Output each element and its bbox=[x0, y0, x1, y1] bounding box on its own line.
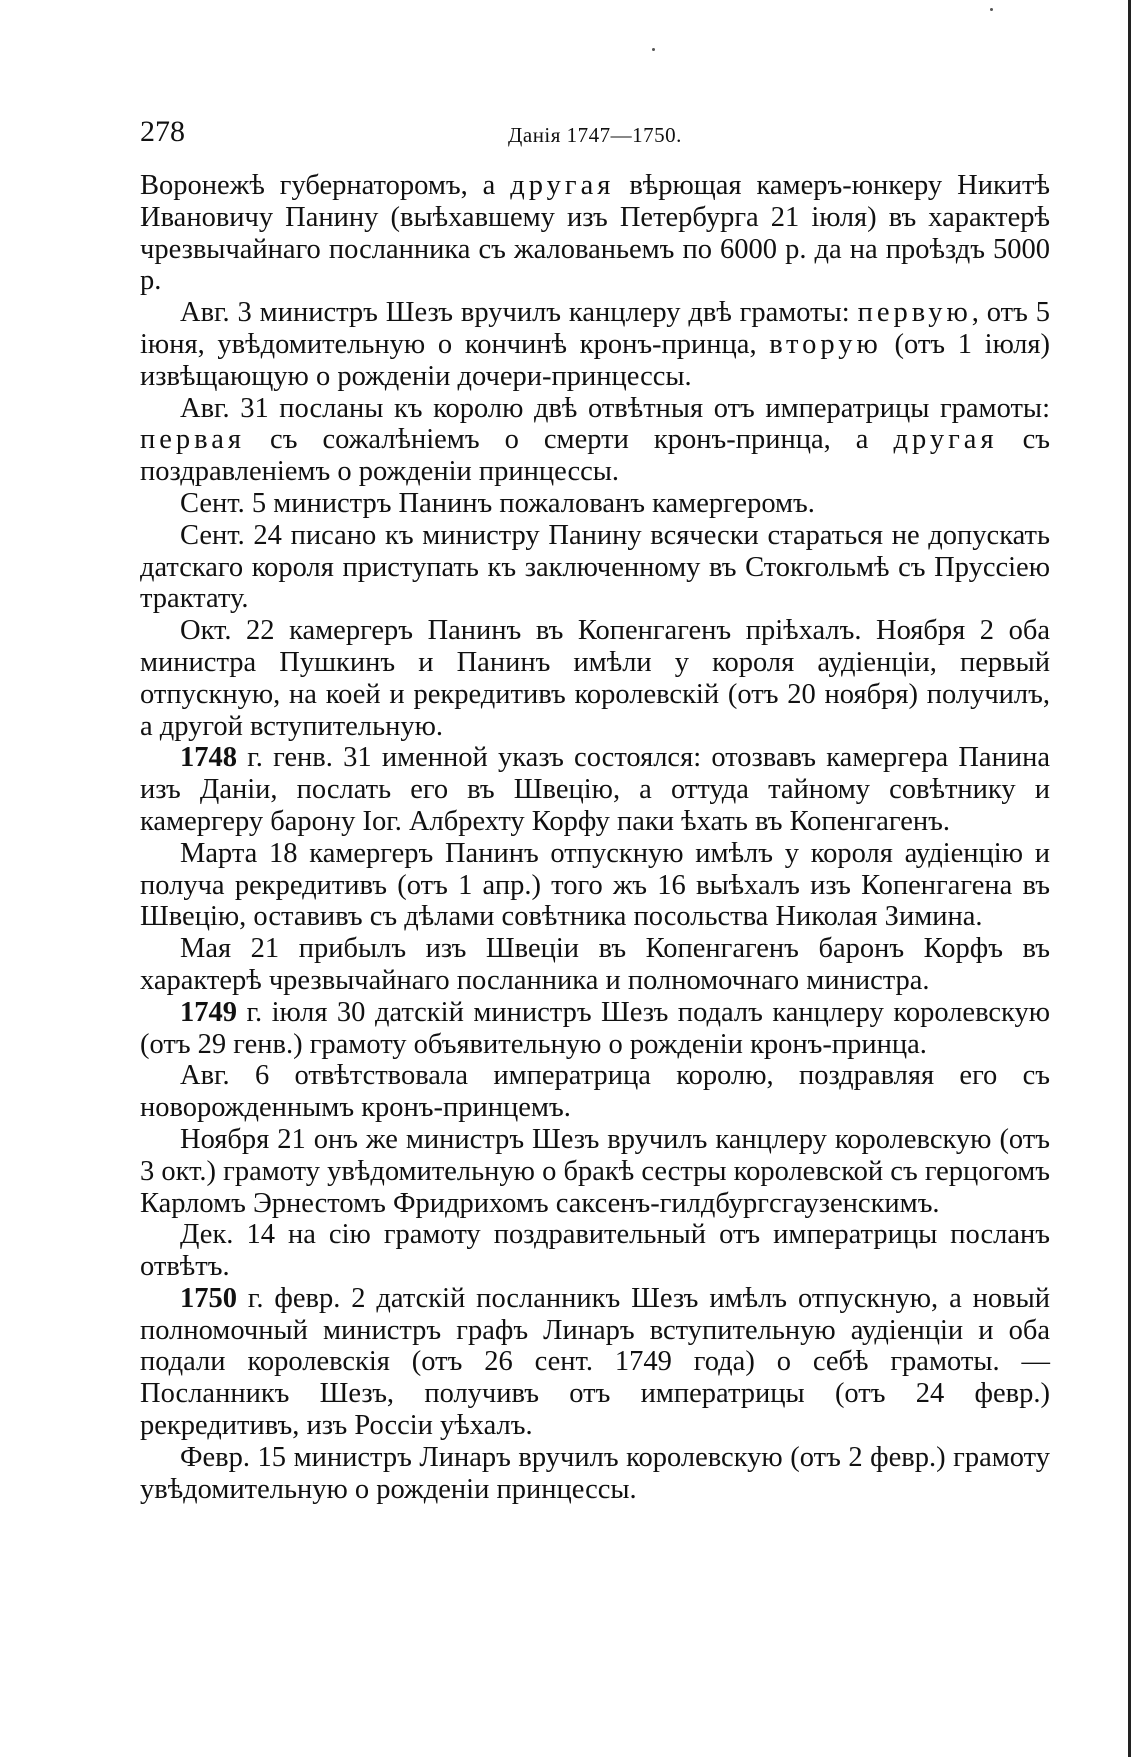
spaced-word: вторую bbox=[769, 328, 882, 360]
year-heading: 1750 bbox=[180, 1282, 237, 1314]
text-run: вѣрющая камеръ-юнкеру Никитѣ Ивановичу Панину (выѣхавшему изъ Петербурга 21 іюля) въ характерѣ чрезвычайнаго посланника съ жалованьемъ по 6000 р. да на проѣздъ 5000 р. bbox=[140, 170, 1050, 297]
scan-speck bbox=[652, 48, 655, 51]
scan-edge bbox=[1128, 0, 1131, 1757]
spaced-word: первую bbox=[857, 297, 972, 329]
spaced-word: другая bbox=[510, 170, 615, 201]
paragraph bbox=[140, 488, 1050, 520]
text-run: г. іюля 30 датскій министръ Шезъ подалъ канцлеру королевскую (отъ 29 генв.) грамоту объявительную о рожденіи кронъ-принца. bbox=[140, 996, 1050, 1060]
text-run: Марта 18 камергеръ Панинъ отпускную имѣлъ у короля аудіенцію и получа рекредитивъ (отъ 1 апр.) того жъ 16 выѣхалъ изъ Копенгагена въ Швецію, оставивъ съ дѣлами совѣтника посольства Николая Зимина. bbox=[140, 837, 1050, 933]
text-run: , отъ 5 іюня, увѣдомительную о кончинѣ кронъ-принца, bbox=[140, 297, 1050, 360]
paragraph bbox=[140, 933, 1050, 997]
spaced-word: первая bbox=[140, 424, 245, 456]
paragraph bbox=[140, 1283, 1050, 1442]
text-run: Авг. 3 министръ Шезъ вручилъ канцлеру двѣ грамоты: bbox=[180, 297, 858, 329]
year-heading: 1748 bbox=[180, 742, 237, 774]
paragraph bbox=[140, 297, 1050, 392]
paragraph bbox=[140, 393, 1050, 488]
text-run: Сент. 24 писано къ министру Панину всячески стараться не допускать датскаго короля приступать къ заключенному въ Стокгольмѣ съ Пруссіею трактату. bbox=[140, 519, 1050, 615]
paragraph bbox=[140, 1124, 1050, 1219]
text-run: Окт. 22 камергеръ Панинъ въ Копенгагенъ пріѣхалъ. Ноября 2 оба министра Пушкинъ и Панинъ имѣли у короля аудіенціи, первый отпускную, на коей и рекредитивъ королевскій (отъ 20 ноября) получилъ, а другой вступительную. bbox=[140, 615, 1050, 742]
text-run: г. генв. 31 именной указъ состоялся: отозвавъ камергера Панина изъ Даніи, послать его въ Швецію, а оттуда тайному совѣтнику и камергеру барону Іог. Албрехту Корфу паки ѣхать въ Копенгагенъ. bbox=[140, 742, 1050, 837]
text-run: съ поздравленіемъ о рожденіи принцессы. bbox=[140, 424, 1050, 488]
text-run: съ сожалѣніемъ о смерти кронъ-принца, а bbox=[245, 424, 894, 456]
paragraph bbox=[140, 742, 1050, 837]
text-run: г. февр. 2 датскій посланникъ Шезъ имѣлъ отпускную, а новый полномочный министръ графъ Линаръ вступительную аудіенціи и оба подали королевскія (отъ 26 сент. 1749 года) о себѣ грамоты. — Посланникъ Шезъ, получивъ отъ императрицы (отъ 24 февр.) рекредитивъ, изъ Россіи уѣхалъ. bbox=[140, 1282, 1050, 1442]
paragraph bbox=[140, 615, 1050, 742]
paragraph bbox=[140, 1219, 1050, 1283]
text-run: Воронежѣ губернаторомъ, а bbox=[140, 170, 511, 201]
page-number: 278 bbox=[140, 115, 185, 148]
text-run: (отъ 1 іюля) извѣщающую о рожденіи дочери-принцессы. bbox=[140, 328, 1050, 392]
text-run: Мая 21 прибылъ изъ Швеціи въ Копенгагенъ баронъ Корфъ въ характерѣ чрезвычайнаго посланника и полномочнаго министра. bbox=[140, 933, 1050, 996]
body-text bbox=[140, 170, 1050, 1505]
paragraph bbox=[140, 1442, 1050, 1506]
text-run: Февр. 15 министръ Линаръ вручилъ королевскую (отъ 2 февр.) грамоту увѣдомительную о рожденіи принцессы. bbox=[140, 1441, 1050, 1505]
text-run: Ноября 21 онъ же министръ Шезъ вручилъ канцлеру королевскую (отъ 3 окт.) грамоту увѣдомительную о бракѣ сестры королевской съ герцогомъ Карломъ Эрнестомъ Фридрихомъ саксенъ-гилдбургсгаузенскимъ. bbox=[140, 1123, 1050, 1219]
paragraph bbox=[140, 520, 1050, 615]
running-title: Данія 1747—1750. bbox=[508, 123, 682, 147]
text-run: Авг. 31 посланы къ королю двѣ отвѣтныя отъ императрицы грамоты: bbox=[180, 392, 1050, 424]
text-run: Авг. 6 отвѣтствовала императрица королю, поздравляя его съ новорожденнымъ кронъ-принцемъ. bbox=[140, 1060, 1050, 1124]
paragraph bbox=[140, 997, 1050, 1061]
paragraph bbox=[140, 170, 1050, 297]
paragraph bbox=[140, 1060, 1050, 1124]
page-header bbox=[140, 115, 1050, 155]
text-run: Сент. 5 министръ Панинъ пожалованъ камергеромъ. bbox=[180, 487, 815, 519]
scan-speck bbox=[990, 8, 993, 11]
text-run: Дек. 14 на сію грамоту поздравительный отъ императрицы посланъ отвѣтъ. bbox=[140, 1219, 1050, 1283]
year-heading: 1749 bbox=[180, 996, 237, 1028]
paragraph bbox=[140, 838, 1050, 933]
spaced-word: другая bbox=[893, 424, 998, 456]
